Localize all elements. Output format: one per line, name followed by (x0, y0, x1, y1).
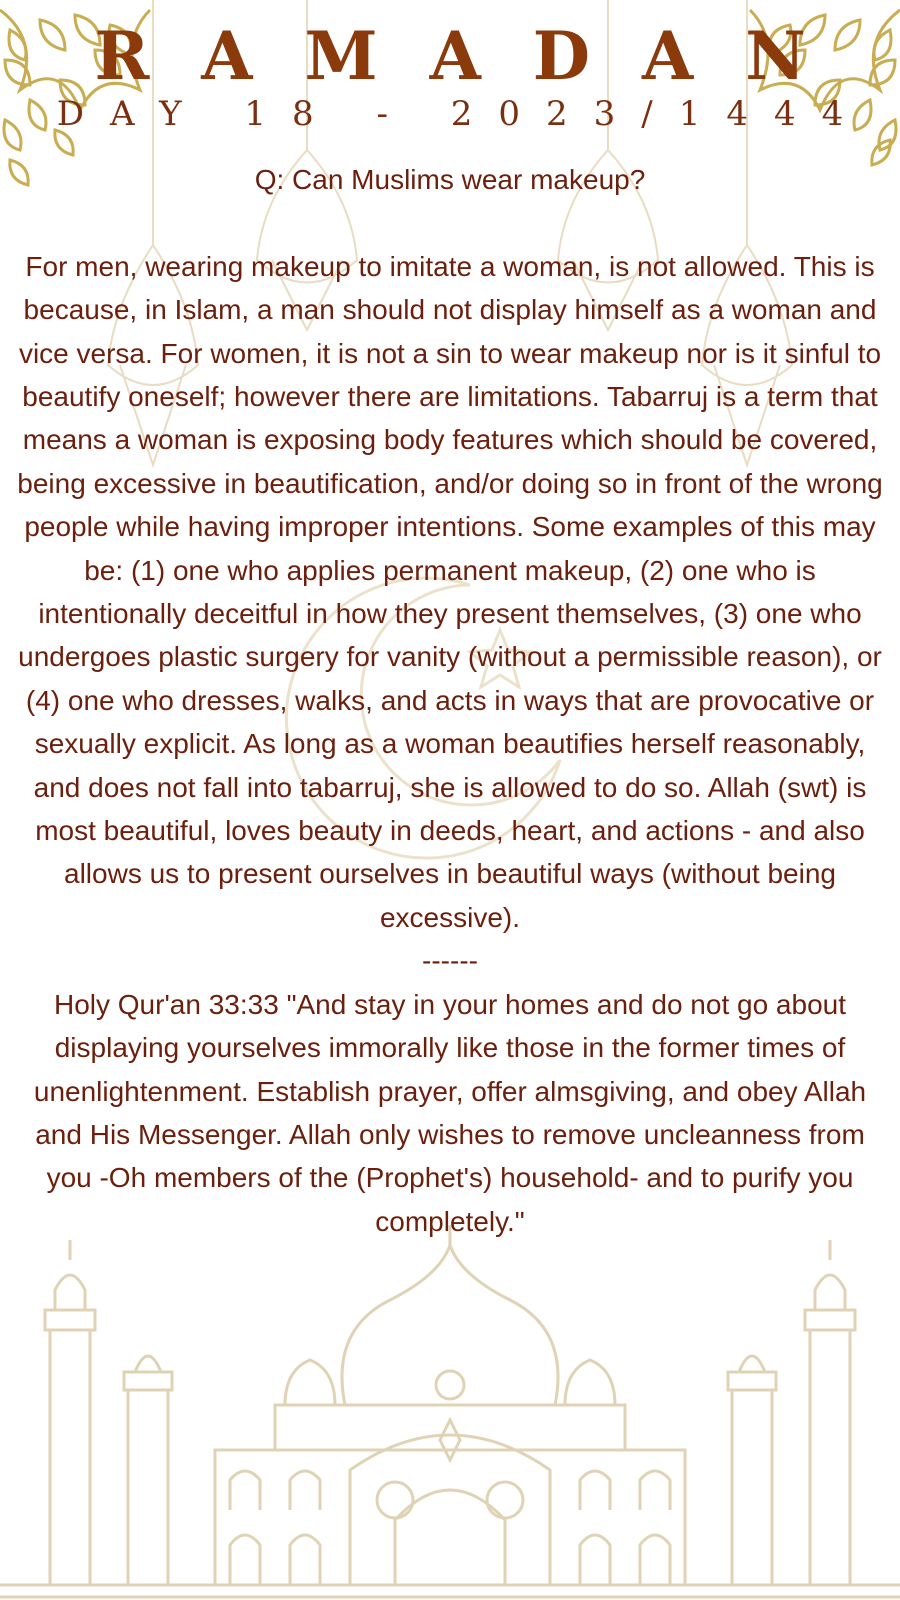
page-title: RAMADAN (94, 17, 858, 95)
mosque (0, 1225, 900, 1597)
question-text: Q: Can Muslims wear makeup? (254, 164, 646, 195)
content-body (12, 158, 888, 1243)
section-divider: ------ (422, 945, 478, 977)
answer-text: For men, wearing makeup to imitate a woman, is not allowed. This is because, in Islam, a man should not display himself as a woman and vice versa. For women, it is not a sin to wear makeup nor is it sinful to beautify oneself; however there are limitations. Tabarruj is a term that means a woman is exposing body features which should be covered, being excessive in beautification, and/or doing so in front of the wrong people while having improper intentions. Some examples of this may be: (1) one who applies permanent makeup, (2) one who is intentionally deceitful in how they present themselves, (3) one who undergoes plastic surgery for vanity (without a permissible reason), or (4) one who dresses, walks, and acts in ways that are provocative or sexually explicit. As long as a woman beautifies herself reasonably, and does not fall into tabarruj, she is allowed to do so. Allah (swt) is most beautiful, loves beauty in deeds, heart, and actions - and also allows us to present ourselves in beautiful ways (without being excessive). (17, 250, 883, 933)
quran-quote: Holy Qur'an 33:33 "And stay in your homes and do not go about displaying yourselves immorally like those in the former times of unenlightenment. Establish prayer, offer almsgiving, and obey Allah and His Messenger. Allah only wishes to remove uncleanness from you -Oh members of the (Prophet's) household- and to purify you completely." (33, 988, 867, 1237)
day-date-subtitle: DAY 18 - 2023/1444 (56, 94, 870, 134)
